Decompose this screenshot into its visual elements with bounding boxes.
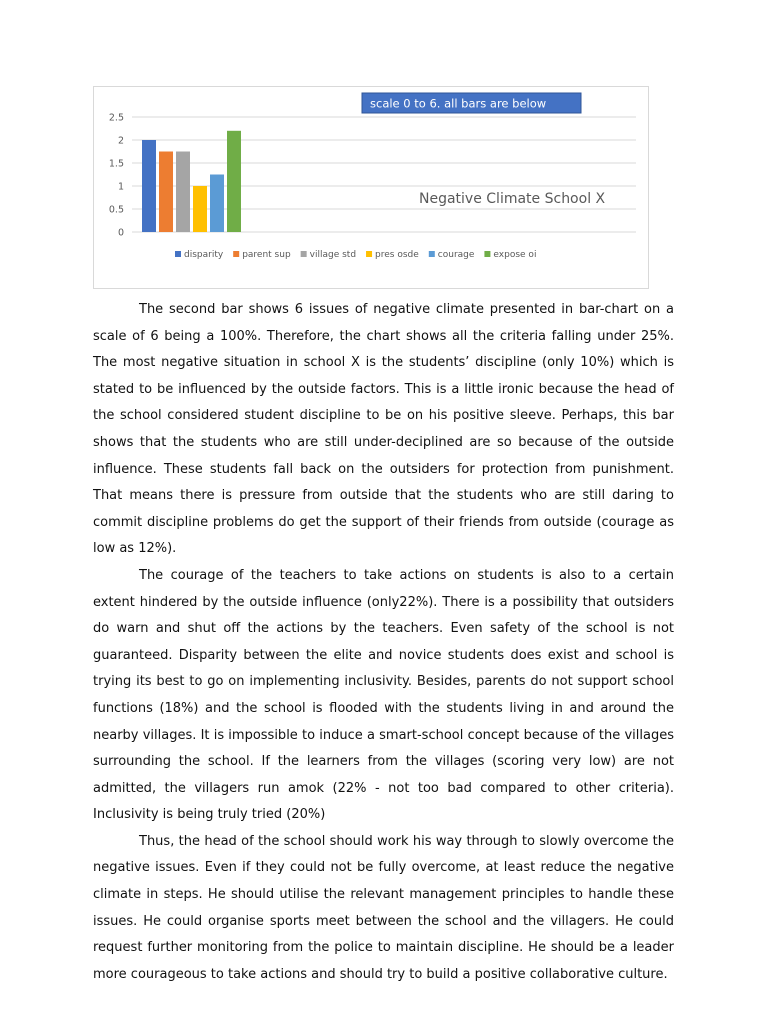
chart-title: Negative Climate School X <box>419 191 606 207</box>
legend-label: expose oi <box>493 250 537 260</box>
legend-label: courage <box>437 250 475 260</box>
paragraph-3: Thus, the head of the school should work his way through to slowly overcome the negative issues. Even if they could not be fully overcome, at least reduce the negative climate in steps. He should utilise the relevant management principles to handle these issues. He could organise sports meet between the school and the villagers. He could request further monitoring from the police to maintain discipline. He should be a leader more courageous to take actions and should try to build a positive collaborative culture. <box>93 833 674 982</box>
legend-label: village std <box>309 250 357 260</box>
y-tick-label: 0 <box>117 227 124 239</box>
chart-annotation-text: scale 0 to 6. all bars are below <box>370 96 547 111</box>
bar-parent-sup <box>159 152 173 233</box>
y-tick-label: 2.5 <box>108 112 124 124</box>
legend-swatch <box>484 251 490 257</box>
paragraph-2: The courage of the teachers to take actions on students is also to a certain extent hindered by the outside influence (only22%). There is a possibility that outsiders do warn and shut off the actions by the teachers. Even safety of the school is not guaranteed. Disparity between the elite and novice students does exist and school is trying its best to go on implementing inclusivity. Besides, parents do not support school functions (18%) and the school is flooded with the students living in and around the nearby villages. It is impossible to induce a smart-school concept because of the villages surrounding the school. If the learners from the villages (scoring very low) are not admitted, the villagers run amok (22% - not too bad compared to other criteria). Inclusivity is being truly tried (20%) <box>93 567 674 823</box>
y-tick-label: 1.5 <box>108 158 124 170</box>
y-tick-label: 0.5 <box>108 204 124 216</box>
bar-expose-oi <box>227 131 241 232</box>
bar-pres-osde <box>193 186 207 232</box>
y-tick-label: 2 <box>117 135 124 147</box>
bar-courage <box>210 175 224 233</box>
legend-swatch <box>175 251 181 257</box>
bar-village-std <box>176 152 190 233</box>
legend-swatch <box>366 251 372 257</box>
bar-disparity <box>142 140 156 232</box>
legend-swatch <box>301 251 307 257</box>
legend-label: disparity <box>184 250 224 260</box>
legend-label: parent sup <box>242 250 291 260</box>
y-tick-label: 1 <box>117 181 124 193</box>
legend-swatch <box>429 251 435 257</box>
legend-swatch <box>233 251 239 257</box>
legend-label: pres osde <box>375 250 419 260</box>
bar-chart <box>94 87 650 290</box>
chart-container <box>93 86 649 289</box>
document-body <box>93 297 674 988</box>
paragraph-1: The second bar shows 6 issues of negative climate presented in bar-chart on a scale of 6 being a 100%. Therefore, the chart shows all the criteria falling under 25%. The most negative situation in school X is the students’ discipline (only 10%) which is stated to be influenced by the outside factors. This is a little ironic because the head of the school considered student discipline to be on his positive sleeve. Perhaps, this bar shows that the students who are still under-deciplined are so because of the outside influence. These students fall back on the outsiders for protection from punishment. That means there is pressure from outside that the students who are still daring to commit discipline problems do get the support of their friends from outside (courage as low as 12%). <box>93 302 674 557</box>
